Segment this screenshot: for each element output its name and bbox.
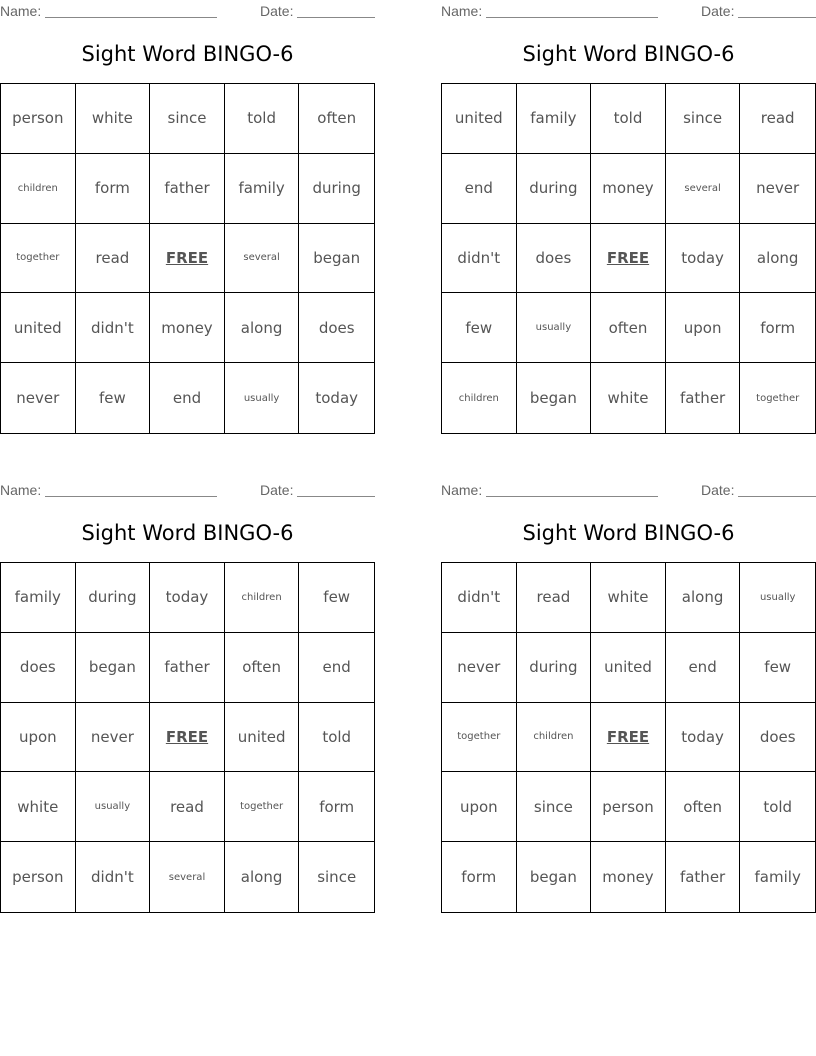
bingo-grid xyxy=(441,83,816,434)
bingo-cell[interactable]: end xyxy=(666,633,741,703)
bingo-card xyxy=(0,479,375,887)
bingo-cell[interactable]: white xyxy=(76,84,151,154)
name-blank-line[interactable] xyxy=(45,17,217,18)
bingo-cell[interactable]: does xyxy=(517,224,592,294)
bingo-cell[interactable]: today xyxy=(666,224,741,294)
bingo-cell[interactable]: person xyxy=(1,842,76,912)
bingo-cell[interactable]: often xyxy=(299,84,374,154)
bingo-cell[interactable]: united xyxy=(225,703,300,773)
name-label: Name: xyxy=(0,482,42,498)
date-blank-line[interactable] xyxy=(738,17,816,18)
bingo-cell[interactable]: told xyxy=(591,84,666,154)
bingo-grid xyxy=(0,562,375,913)
bingo-cell[interactable]: few xyxy=(76,363,151,433)
bingo-cell[interactable]: white xyxy=(591,363,666,433)
bingo-cell[interactable]: along xyxy=(225,293,300,363)
bingo-cell[interactable]: together xyxy=(756,392,800,404)
bingo-cell[interactable]: upon xyxy=(1,703,76,773)
name-blank-line[interactable] xyxy=(45,496,217,497)
bingo-cell[interactable]: read xyxy=(76,224,151,294)
free-space-cell[interactable]: FREE xyxy=(591,224,666,294)
bingo-cell[interactable]: began xyxy=(299,224,374,294)
bingo-cell[interactable]: does xyxy=(740,703,815,773)
bingo-cell[interactable]: white xyxy=(591,563,666,633)
bingo-card xyxy=(0,0,375,408)
bingo-cell[interactable]: began xyxy=(76,633,151,703)
bingo-cell[interactable]: upon xyxy=(666,293,741,363)
bingo-cell[interactable]: family xyxy=(517,84,592,154)
bingo-cell[interactable]: since xyxy=(150,84,225,154)
bingo-cell[interactable]: read xyxy=(517,563,592,633)
bingo-cell[interactable]: father xyxy=(150,154,225,224)
bingo-cell[interactable]: upon xyxy=(442,772,517,842)
bingo-cell[interactable]: during xyxy=(299,154,374,224)
bingo-cell[interactable]: read xyxy=(150,772,225,842)
card-header xyxy=(0,479,375,501)
bingo-cell[interactable]: told xyxy=(299,703,374,773)
date-label: Date: xyxy=(260,3,294,19)
date-blank-line[interactable] xyxy=(297,17,375,18)
date-label: Date: xyxy=(701,482,735,498)
bingo-cell[interactable]: children xyxy=(225,563,300,633)
bingo-cell[interactable]: along xyxy=(225,842,300,912)
bingo-cell[interactable]: told xyxy=(225,84,300,154)
bingo-cell[interactable]: often xyxy=(591,293,666,363)
free-space-cell[interactable]: FREE xyxy=(150,703,225,773)
bingo-cell[interactable]: along xyxy=(740,224,815,294)
bingo-cell[interactable]: during xyxy=(76,563,151,633)
bingo-grid xyxy=(441,562,816,913)
bingo-cell[interactable]: person xyxy=(1,84,76,154)
bingo-cell[interactable]: united xyxy=(591,633,666,703)
card-title: Sight Word BINGO-6 xyxy=(81,521,294,545)
bingo-cell[interactable]: children xyxy=(442,363,517,433)
bingo-cell[interactable]: never xyxy=(740,154,815,224)
bingo-cell[interactable]: family xyxy=(225,154,300,224)
card-title: Sight Word BINGO-6 xyxy=(81,42,294,66)
bingo-cell[interactable]: along xyxy=(666,563,741,633)
bingo-cell[interactable]: never xyxy=(76,703,151,773)
bingo-cell[interactable]: several xyxy=(666,154,741,224)
bingo-cell[interactable]: today xyxy=(315,389,359,408)
bingo-cell[interactable]: family xyxy=(754,868,801,887)
bingo-cell[interactable]: together xyxy=(1,224,76,294)
bingo-cell[interactable]: told xyxy=(740,772,815,842)
name-label: Name: xyxy=(441,3,483,19)
bingo-cell[interactable]: didn't xyxy=(76,293,151,363)
bingo-cell[interactable]: father xyxy=(150,633,225,703)
name-label: Name: xyxy=(0,3,42,19)
bingo-cell[interactable]: form xyxy=(76,154,151,224)
bingo-cell[interactable]: didn't xyxy=(76,842,151,912)
bingo-cell[interactable]: form xyxy=(740,293,815,363)
name-blank-line[interactable] xyxy=(486,17,658,18)
bingo-cell[interactable]: often xyxy=(225,633,300,703)
bingo-cell[interactable]: few xyxy=(299,563,374,633)
bingo-cell[interactable]: since xyxy=(317,868,357,887)
bingo-cell[interactable]: money xyxy=(591,154,666,224)
bingo-cell[interactable]: today xyxy=(150,563,225,633)
bingo-cell[interactable]: today xyxy=(666,703,741,773)
bingo-grid xyxy=(0,83,375,434)
bingo-cell[interactable]: money xyxy=(591,842,666,912)
bingo-cell[interactable]: united xyxy=(1,293,76,363)
bingo-cell[interactable]: few xyxy=(442,293,517,363)
bingo-cell[interactable]: end xyxy=(442,154,517,224)
bingo-cell[interactable]: united xyxy=(442,84,517,154)
bingo-cell[interactable]: since xyxy=(517,772,592,842)
name-label: Name: xyxy=(441,482,483,498)
free-space-cell[interactable]: FREE xyxy=(150,224,225,294)
bingo-cell[interactable]: several xyxy=(225,224,300,294)
bingo-cell[interactable]: didn't xyxy=(442,563,517,633)
bingo-cell[interactable]: usually xyxy=(76,772,151,842)
bingo-cell[interactable]: usually xyxy=(225,363,300,433)
bingo-cell[interactable]: began xyxy=(517,842,592,912)
card-header xyxy=(441,479,816,501)
bingo-cell[interactable]: children xyxy=(517,703,592,773)
card-title: Sight Word BINGO-6 xyxy=(522,42,735,66)
bingo-cell[interactable]: never xyxy=(442,633,517,703)
name-blank-line[interactable] xyxy=(486,496,658,497)
date-label: Date: xyxy=(701,3,735,19)
date-blank-line[interactable] xyxy=(738,496,816,497)
bingo-cell[interactable]: began xyxy=(517,363,592,433)
bingo-cell[interactable]: during xyxy=(517,154,592,224)
bingo-cell[interactable]: read xyxy=(740,84,815,154)
bingo-card xyxy=(441,0,816,408)
bingo-cell[interactable]: family xyxy=(1,563,76,633)
bingo-cell[interactable]: children xyxy=(1,154,76,224)
date-blank-line[interactable] xyxy=(297,496,375,497)
bingo-cell[interactable]: end xyxy=(299,633,374,703)
bingo-cell[interactable]: does xyxy=(1,633,76,703)
bingo-cell[interactable]: does xyxy=(299,293,374,363)
bingo-cell[interactable]: end xyxy=(150,363,225,433)
card-header xyxy=(0,0,375,22)
card-title: Sight Word BINGO-6 xyxy=(522,521,735,545)
free-space-cell[interactable]: FREE xyxy=(591,703,666,773)
bingo-cell[interactable]: money xyxy=(150,293,225,363)
bingo-cell[interactable]: usually xyxy=(517,293,592,363)
card-header xyxy=(441,0,816,22)
bingo-cell[interactable]: often xyxy=(666,772,741,842)
bingo-cell[interactable]: since xyxy=(666,84,741,154)
bingo-cell[interactable]: several xyxy=(150,842,225,912)
date-label: Date: xyxy=(260,482,294,498)
bingo-cell[interactable]: together xyxy=(442,703,517,773)
bingo-card xyxy=(441,479,816,887)
bingo-cell[interactable]: didn't xyxy=(442,224,517,294)
bingo-cell[interactable]: white xyxy=(1,772,76,842)
bingo-cell[interactable]: never xyxy=(1,363,76,433)
bingo-cell[interactable]: together xyxy=(225,772,300,842)
bingo-cell[interactable]: form xyxy=(442,842,517,912)
bingo-cell[interactable]: form xyxy=(299,772,374,842)
bingo-cell[interactable]: usually xyxy=(740,563,815,633)
bingo-cell[interactable]: during xyxy=(517,633,592,703)
bingo-cell[interactable]: father xyxy=(666,842,741,912)
bingo-cell[interactable]: father xyxy=(666,363,741,433)
bingo-cell[interactable]: person xyxy=(591,772,666,842)
bingo-cell[interactable]: few xyxy=(740,633,815,703)
